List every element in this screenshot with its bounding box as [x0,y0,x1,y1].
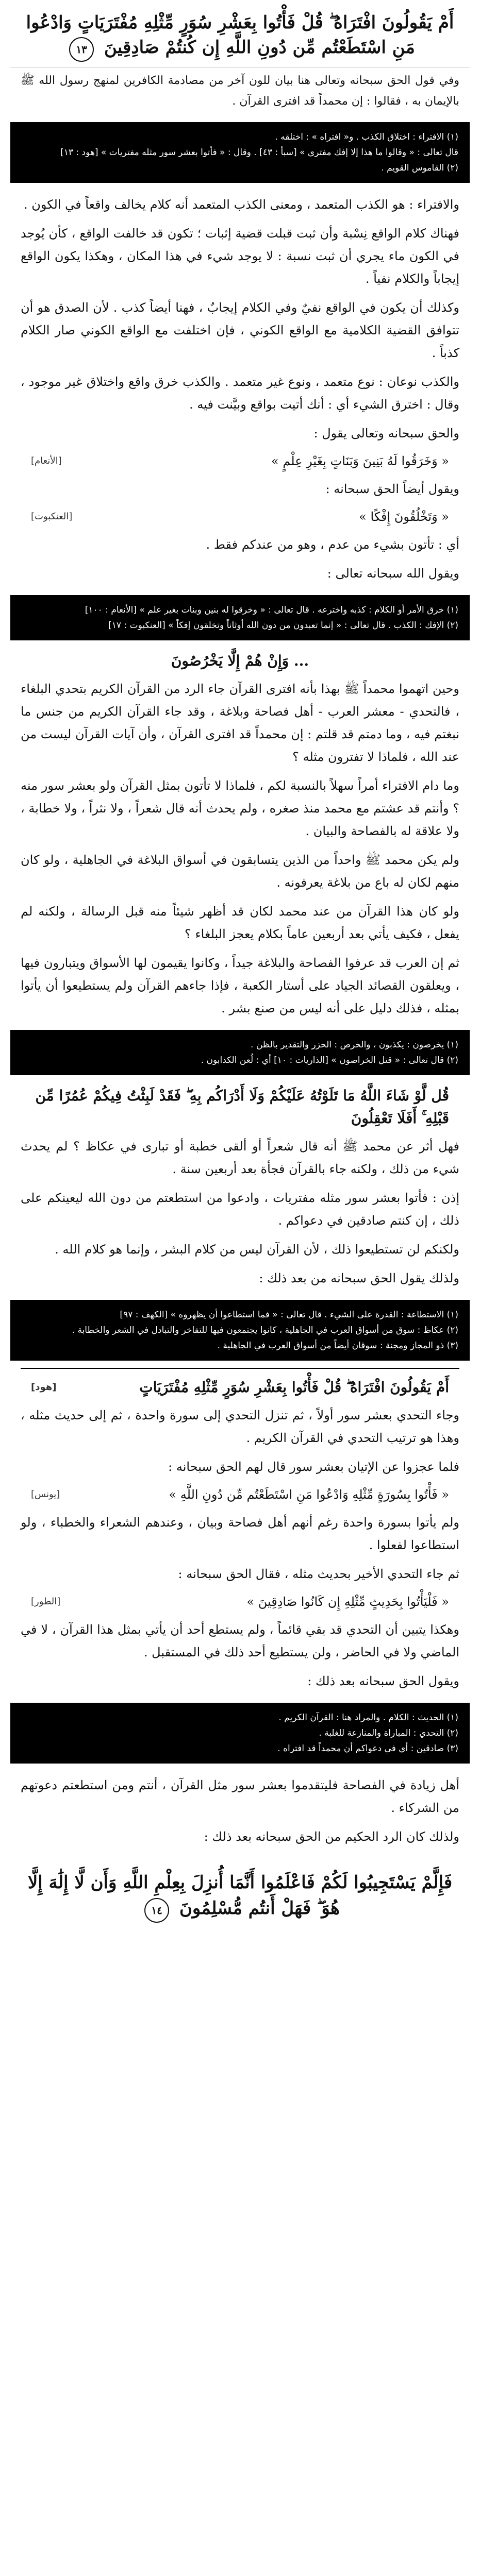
body-paragraph: ثم إن العرب قد عرفوا الفصاحة والبلاغة جيداً ، وكانوا يقيمون لها الأسواق ويتبارون فيها ، ويعلقون القصائد الجياد على أستار الكعبة ، فإذا جاءهم القرآن ولم يستطيعوا أن يأتوا بمثله ، فذلك دليل على أنه ليس من صنع بشر . [21,956,459,1015]
body-paragraph: ويقول الحق سبحانه بعد ذلك : [307,1674,459,1688]
quote-text: « وَخَرَقُوا لَهُ بَنِينَ وَبَنَاتٍ بِغَيْرِ عِلْمٍ » [271,454,449,468]
quran-verse [31,1374,449,1401]
ayah-number-badge: ١٤ [144,1898,169,1923]
body-paragraph: والحق سبحانه وتعالى يقول : [313,426,459,440]
section-divider [21,1368,459,1369]
footnote-line: (٢) قال تعالى : « قتل الخراصون » [الذاريات : ١٠] أي : لُعن الكذابون . [201,1055,458,1065]
body-paragraph: أي : تأتون بشيء من عدم ، وهو من عندكم فقط . [206,537,459,552]
quran-quote [31,448,449,474]
header-verse-text: أَمْ يَقُولُونَ افْتَرَاهُ ۖ قُلْ فَأْتُوا بِعَشْرِ سُوَرٍ مِّثْلِهِ مُفْتَرَيَاتٍ وَادْعُوا مَنِ اسْتَطَعْتُم مِّن دُونِ اللَّهِ إِن كُنتُمْ صَادِقِينَ [26,12,454,58]
quote-source: [الأنعام] [31,455,62,466]
footnote-box-4 [10,1300,470,1361]
body-paragraph: والكذب نوعان : نوع متعمد ، ونوع غير متعمد . والكذب خرق واقع واختلاق غير موجود ، وقال : اخترق الشيء أي : أنك أتيت بواقع وبيَّنت فيه . [21,375,459,412]
body-paragraph: ولم يكن محمد ﷺ واحداً من الذين يتسابقون في أسواق البلاغة في الجاهلية ، ولو كان منهم لكان له باع من بلاغة يعرفونه . [21,853,460,890]
verse-text: قُل لَّوْ شَاءَ اللَّهُ مَا تَلَوْتُهُ عَلَيْكُمْ وَلَا أَدْرَاكُم بِهِ ۖ فَقَدْ لَبِثْتُ فِيكُمْ عُمُرًا مِّن قَبْلِهِ ۚ أَفَلَا تَعْقِلُونَ [35,1087,449,1127]
body-paragraph: وهكذا يتبين أن التحدي قد بقي قائماً ، ولم يستطع أحد أن يأتي بمثل هذا القرآن ، لا في الماضي ولا في الحاضر ، ولن يستطيع أحد ذلك في المستقبل . [21,1622,459,1659]
ayah-number-badge: ١٣ [69,37,94,62]
header-verse [10,5,470,67]
footnote-box-2 [10,595,470,640]
body-paragraph: فهل أثر عن محمد ﷺ أنه قال شعراً أو ألقى خطبة أو تبارى في عكاظ ؟ لم يحدث شيء من ذلك ، ولكنه جاء بالقرآن فجأة بعد أربعين سنة . [21,1139,459,1176]
footnote-box-1 [10,122,470,183]
quran-quote [31,503,449,530]
body-paragraph: وجاء التحدي بعشر سور أولاً ، ثم تنزل التحدي إلى سورة واحدة ، ثم إلى حديث مثله ، وهذا هو ترتيب التحدي في القرآن الكريم . [21,1408,459,1445]
quote-text: « فَأْتُوا بِسُورَةٍ مِّثْلِهِ وَادْعُوا مَنِ اسْتَطَعْتُم مِّن دُونِ اللَّهِ » [169,1487,449,1502]
body-paragraph: ويقول أيضاً الحق سبحانه : [325,482,459,496]
body-paragraph: ولذلك كان الرد الحكيم من الحق سبحانه بعد ذلك : [204,1829,459,1844]
footnote-line: (٢) عكاظ : سوق من أسواق العرب في الجاهلية ، كانوا يجتمعون فيها للتفاخر والتبادل في الشعر والخطابة . [72,1325,458,1335]
body-paragraph: وحين اتهموا محمداً ﷺ بهذا بأنه افترى القرآن جاء الرد من القرآن الكريم بتحدي البلغاء ، فالتحدي - معشر العرب - أهل فصاحة وبلاغة ، وقد جاء القرآن الكريم من جنس ما نبغتم فيه ، وما دمتم قد قلتم : إن محمداً قد افترى القرآن ، وأن آيات القرآن ليست من عند الله ، فلماذا لا تفترون مثله ؟ [21,682,459,764]
quote-text: « فَلْيَأْتُوا بِحَدِيثٍ مِّثْلِهِ إِن كَانُوا صَادِقِينَ » [246,1595,449,1609]
body-paragraph: ولو كان هذا القرآن من عند محمد لكان قد أظهر شيئاً منه قبل الرسالة ، ولكنه لم يفعل ، فكيف يأتي بعد أربعين عاماً بكلام يعجز البلغاء ؟ [21,904,459,941]
footnote-line: (١) الاستطاعة : القدرة على الشيء . قال تعالى : « فما استطاعوا أن يظهروه » [الكهف : ٩٧] [120,1310,458,1320]
footnote-line: (١) خرق الأمر أو الكلام : كذبه واخترعه . قال تعالى : « وخرقوا له بنين وبنات بغير علم » [الأنعام : ١٠٠] [85,605,458,615]
body-paragraph: ولذلك يقول الحق سبحانه من بعد ذلك : [259,1271,459,1285]
footnote-line: (١) الافتراء : اختلاق الكذب . و« افتراه » : اختلقه . [275,132,458,142]
footnote-line: (٢) الإفك : الكذب . قال تعالى : « إنما تعبدون من دون الله أوثاناً وتخلقون إفكاً » [العنكبوت : ١٧] [108,620,458,631]
intro-paragraph: وفي قول الحق سبحانه وتعالى هنا بيان للون آخر من مصادمة الكافرين لمنهج رسول الله ﷺ بالإيمان به ، فقالوا : إن محمداً قد افترى القرآن . [21,74,459,108]
closing-verse-text: فَإِلَّمْ يَسْتَجِيبُوا لَكُمْ فَاعْلَمُوا أَنَّمَا أُنزِلَ بِعِلْمِ اللَّهِ وَأَن لَّا إِلَٰهَ إِلَّا هُوَ ۖ فَهَلْ أَنتُم مُّسْلِمُونَ [27,1872,453,1919]
body-paragraph: والافتراء : هو الكذب المتعمد ، ومعنى الكذب المتعمد أنه كلام يخالف واقعاً في الكون . [23,197,459,212]
footnote-line: (٣) صادقين : أي في دعواكم أن محمداً قد افتراه . [277,1743,458,1754]
body-paragraph: ثم جاء التحدي الأخير بحديث مثله ، فقال الحق سبحانه : [178,1567,459,1581]
footnote-line: قال تعالى : « وقالوا ما هذا إلا إفك مفترى » [سبأ : ٤٣] . وقال : « فأتوا بعشر سور مثله مفتريات » [هود : ١٣] [60,147,458,158]
body-paragraph: ولم يأتوا بسورة واحدة رغم أنهم أهل فصاحة وبيان ، وعندهم الشعراء والخطباء ، ولو استطاعوا لفعلوا . [21,1515,459,1552]
closing-verse [10,1861,470,1931]
quote-source: [العنكبوت] [31,511,73,522]
quote-source: [يونس] [31,1489,60,1500]
quran-quote [31,1481,449,1508]
body-paragraph: ويقول الله سبحانه تعالى : [327,566,459,581]
body-paragraph: وما دام الافتراء أمراً سهلاً بالنسبة لكم ، فلماذا لا تأتون بمثل القرآن ولو بعشر سور منه ؟ وأنتم قد عشتم مع محمد منذ صغره ، ولم يحدث أنه قال شعراً ، ولا نثراً ، ولا خطابة ، ولا علاقة له بالفصاحة والبيان . [21,778,459,838]
footnote-line: (٣) ذو المجاز ومجنة : سوقان أيضاً من أسواق العرب في الجاهلية . [217,1341,458,1351]
verse-text: أَمْ يَقُولُونَ افْتَرَاهُ ۖ قُلْ فَأْتُوا بِعَشْرِ سُوَرٍ مِّثْلِهِ مُفْتَرَيَاتٍ [139,1379,449,1396]
body-paragraph: فلما عجزوا عن الإتيان بعشر سور قال لهم الحق سبحانه : [168,1460,459,1474]
body-paragraph: وكذلك أن يكون في الواقع نفيٌ وفي الكلام إيجابٌ ، فهنا أيضاً كذب . لأن الصدق هو أن تتوافق القضية الكلامية مع الواقع الكوني ، فإن اختلفت مع الواقع الكوني صار الكلام كذباً . [21,300,460,360]
quran-verse [31,1082,449,1132]
quran-verse [31,648,449,674]
footnote-line: (١) يخرصون : يكذبون ، والخرص : الحزر والتقدير بالظن . [251,1040,458,1050]
verse-source: [هود] [31,1382,57,1393]
footnote-box-5 [10,1703,470,1764]
footnote-line: (٢) القاموس القويم . [381,163,458,173]
quote-source: [الطور] [31,1596,61,1607]
quran-quote [31,1588,449,1615]
verse-text: ... وَإِنْ هُمْ إِلَّا يَخْرُصُونَ [171,652,309,669]
footnote-line: (١) الحديث : الكلام . والمراد هنا : القرآن الكريم . [278,1713,458,1723]
quote-text: « وَتَخْلُقُونَ إِفْكًا » [359,510,449,524]
footnote-line: (٢) التحدي : المباراة والمنازعة للغلبة . [319,1728,458,1738]
body-paragraph: إذن : فأتوا بعشر سور مثله مفتريات ، وادعوا من استطعتم من دون الله ليعينكم على ذلك ، إن كنتم صادقين في دعواكم . [21,1191,459,1228]
footnote-box-3 [10,1030,470,1075]
body-paragraph: أهل زيادة في الفصاحة فليتقدموا بعشر سور مثل القرآن ، أنتم ومن استطعتم دعوتهم من الشركاء . [21,1778,459,1815]
body-paragraph: ولكنكم لن تستطيعوا ذلك ، لأن القرآن ليس من كلام البشر ، وإنما هو كلام الله . [55,1242,459,1257]
body-paragraph: فهناك كلام الواقع نِسْبة وأن ثبت قبلت قضية إثبات ؛ تكون قد خالفت الواقع ، كأن يُوجد في الكون ماء يجري أن ثبت نسبة : لا يوجد شيء في هذا المكان ، وهكذا يكون الواقع إيجاباً والكلام نفياً . [21,226,459,286]
